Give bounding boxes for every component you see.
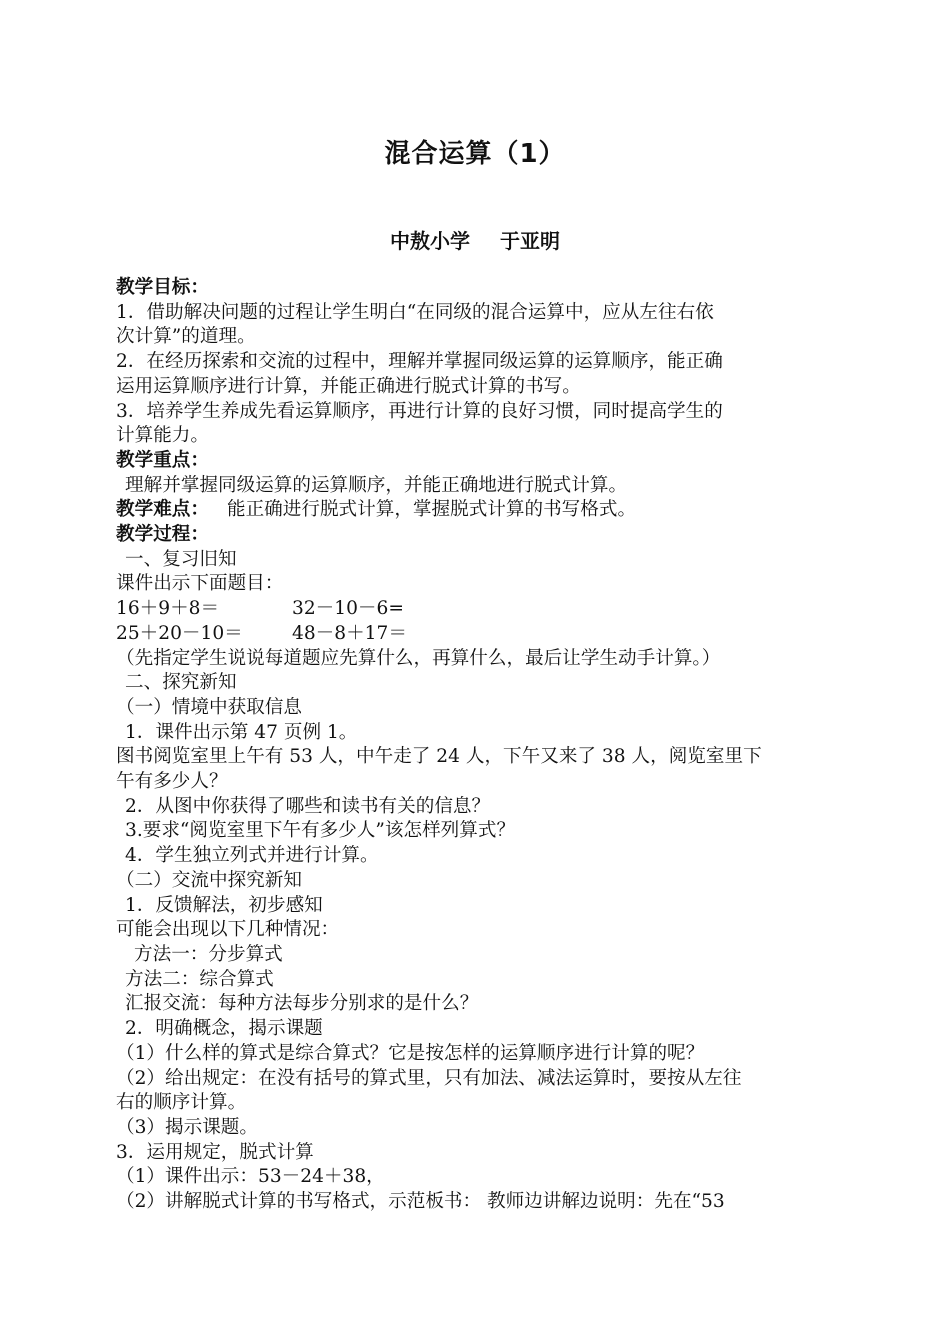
teacher-name: 于亚明 bbox=[500, 229, 560, 253]
paragraph-line: 2．明确概念，揭示课题 bbox=[125, 1018, 323, 1040]
paragraph-line: 3.要求“阅览室里下午有多少人”该怎样列算式？ bbox=[125, 820, 516, 842]
goal-line: 计算能力。 bbox=[116, 425, 209, 447]
goal-line: 次计算”的道理。 bbox=[116, 326, 256, 348]
equation-row bbox=[116, 597, 840, 622]
paragraph-line: 可能会出现以下几种情况： bbox=[116, 919, 340, 941]
difficulty-heading: 教学难点： bbox=[116, 499, 209, 521]
key-text: 理解并掌握同级运算的运算顺序，并能正确地进行脱式计算。 bbox=[125, 474, 628, 496]
paragraph-line: 3．运用规定，脱式计算 bbox=[116, 1141, 314, 1163]
paragraph-line: 1．反馈解法，初步感知 bbox=[125, 894, 323, 916]
school-name: 中敖小学 bbox=[390, 229, 470, 253]
paragraph-line: （3）揭示课题。 bbox=[116, 1116, 258, 1138]
method-line: 方法二：综合算式 bbox=[125, 968, 274, 990]
paragraph-line: 1．课件出示第 47 页例 1。 bbox=[125, 721, 358, 743]
author-line bbox=[0, 225, 950, 254]
equation: 25＋20－10＝ bbox=[116, 622, 243, 644]
goal-line: 2．在经历探索和交流的过程中，理解并掌握同级运算的运算顺序，能正确 bbox=[116, 351, 723, 373]
difficulty-line bbox=[116, 498, 840, 523]
section-heading: 二、探究新知 bbox=[125, 672, 237, 694]
paragraph-line: 汇报交流：每种方法每步分别求的是什么？ bbox=[125, 993, 479, 1015]
equation: 48－8＋17＝ bbox=[292, 622, 407, 644]
subsection-heading: （一）情境中获取信息 bbox=[116, 696, 302, 718]
method-line: 方法一：分步算式 bbox=[134, 943, 283, 965]
paragraph-line: （1）课件出示：53－24＋38， bbox=[116, 1166, 385, 1188]
subsection-heading: （二）交流中探究新知 bbox=[116, 869, 302, 891]
section-heading: 一、复习旧知 bbox=[125, 548, 237, 570]
equation: 16＋9＋8＝ bbox=[116, 598, 220, 620]
key-heading: 教学重点： bbox=[116, 449, 209, 471]
goal-line: 1．借助解决问题的过程让学生明白“在同级的混合运算中，应从左往右依 bbox=[116, 301, 714, 323]
paragraph-line: 4．学生独立列式并进行计算。 bbox=[125, 845, 379, 867]
goal-line: 运用运算顺序进行计算，并能正确进行脱式计算的书写。 bbox=[116, 375, 581, 397]
goals-heading: 教学目标： bbox=[116, 277, 209, 298]
paragraph-line: （2）给出规定：在没有括号的算式里，只有加法、减法运算时，要按从左往 bbox=[116, 1067, 742, 1089]
paragraph-line: 右的顺序计算。 bbox=[116, 1092, 247, 1114]
paragraph-line: （先指定学生说说每道题应先算什么，再算什么，最后让学生动手计算。） bbox=[116, 647, 721, 669]
goal-line: 3．培养学生养成先看运算顺序，再进行计算的良好习惯，同时提高学生的 bbox=[116, 400, 723, 422]
paragraph-line: （2）讲解脱式计算的书写格式，示范板书： 教师边讲解边说明：先在“53 bbox=[116, 1191, 725, 1213]
paragraph-line: 图书阅览室里上午有 53 人，中午走了 24 人，下午又来了 38 人，阅览室里下 bbox=[116, 746, 762, 768]
paragraph-line: 2．从图中你获得了哪些和读书有关的信息？ bbox=[125, 795, 491, 817]
equation-row bbox=[116, 622, 840, 647]
paragraph-line: （1）什么样的算式是综合算式？它是按怎样的运算顺序进行计算的呢？ bbox=[116, 1042, 705, 1064]
difficulty-text: 能正确进行脱式计算，掌握脱式计算的书写格式。 bbox=[226, 499, 637, 521]
paragraph-line: 课件出示下面题目： bbox=[116, 573, 284, 595]
lesson-body bbox=[116, 276, 840, 1215]
process-heading: 教学过程： bbox=[116, 524, 209, 546]
paragraph-line: 午有多少人？ bbox=[116, 771, 228, 793]
page-title: 混合运算（1） bbox=[384, 139, 566, 169]
equation: 32－10－6= bbox=[292, 598, 404, 620]
